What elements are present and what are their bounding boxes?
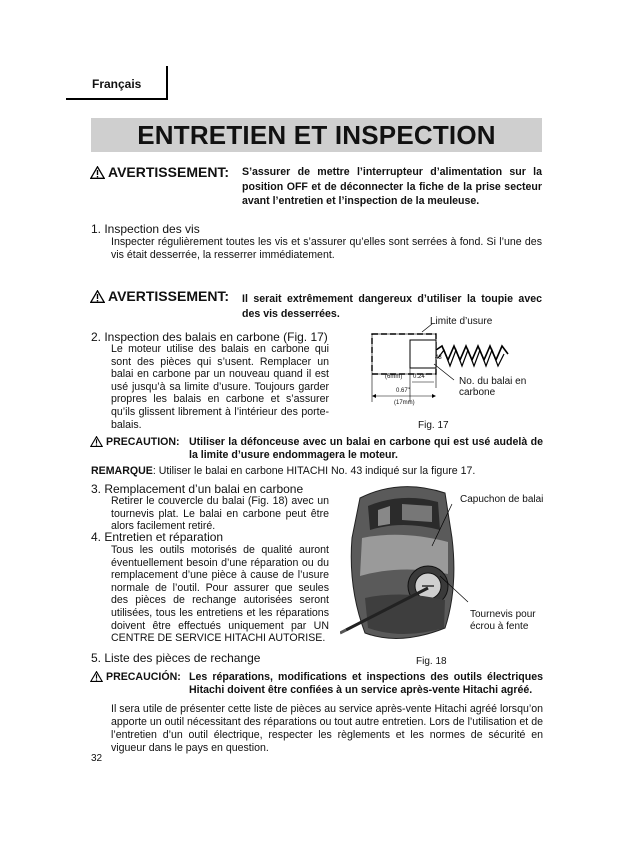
page-number: 32: [91, 753, 103, 764]
precaution-text-1: Utiliser la défonceuse avec un balai en carbone qui est usé audelà de la limite d’usure endommagera le moteur.: [189, 436, 543, 461]
warning-heading-1: [90, 164, 229, 180]
precaution-label: PRECAUTION:: [106, 436, 180, 448]
fig17-dim-17mm: (17mm): [394, 400, 415, 406]
section-body-3: Retirer le couvercle du balai (Fig. 18) avec un tournevis plat. Le balai en carbone peut être alors facilement retiré.: [111, 495, 329, 533]
precaucion-text: Les réparations, modifications et inspections des outils électriques Hitachi doivent être confiées à un service après-vente Hitachi agréé.: [189, 671, 543, 696]
precaucion-label: PRECAUCIÓN:: [106, 671, 181, 683]
section-heading-1: 1. Inspection des vis: [91, 222, 200, 236]
figure-17: [366, 310, 546, 430]
warning-triangle-icon: [90, 166, 105, 179]
remark: [91, 465, 543, 478]
warning-triangle-icon: [90, 436, 103, 447]
section-heading-2: 2. Inspection des balais en carbone (Fig. 17): [91, 330, 328, 344]
fig17-label-brush-no: No. du balai en carbone: [459, 376, 527, 398]
fig17-dim-6mm: (6mm): [385, 374, 403, 380]
page-title: ENTRETIEN ET INSPECTION: [137, 120, 496, 150]
fig17-dim-024: 0.24": [413, 374, 427, 380]
precaution-heading-1: [90, 436, 180, 448]
warning-triangle-icon: [90, 290, 105, 303]
warning-text-1: S’assurer de mettre l’interrupteur d’alimentation sur la position OFF et de déconnecter la fiche de la prise secteur avant l’entretien et l’inspection de la meuleuse.: [242, 166, 542, 207]
fig18-caption: Fig. 18: [416, 656, 447, 667]
warning-heading-2: [90, 288, 229, 304]
fig17-label-limit: Limite d’usure: [430, 316, 493, 327]
fig17-dim-067: 0.67": [396, 388, 410, 394]
final-paragraph: Il sera utile de présenter cette liste de pièces au service après-vente Hitachi agréé lorsqu’on apporte un outil nécessitant des réparations ou tout autre entretien. Lors de l’utilisation et de l’entretien d’un outil électrique, respecter les règlements et les normes de sécurité en vigueur dans le pays en question.: [111, 703, 543, 754]
fig18-label-screwdriver: Tournevis pour écrou à fente: [470, 609, 536, 632]
warning-text-2: Il serait extrêmement dangereux d’utiliser la toupie avec des vis desserrées.: [242, 293, 542, 320]
remark-label: REMARQUE: [91, 465, 153, 477]
section-heading-5: 5. Liste des pièces de rechange: [91, 651, 261, 665]
title-bar: [91, 118, 542, 152]
warning-label: AVERTISSEMENT:: [108, 288, 230, 304]
figure-18: [340, 478, 545, 668]
language-label: Français: [92, 77, 142, 91]
section-body-1: Inspecter régulièrement toutes les vis et s’assurer qu’elles sont serrées à fond. Si l’une des vis était desserrée, la resserrer immédiatement.: [111, 236, 542, 261]
language-tab: [66, 66, 168, 100]
section-body-2: Le moteur utilise des balais en carbone qui sont des pièces qui s’usent. Remplacer un balai en carbone par un nouveau quand il est usé jusqu’à sa limite d’usure. Toujours garder propres les balais en carbone et s’assurer qu’ils glissent librement à l’intérieur des porte-balais.: [111, 343, 329, 431]
fig17-caption: Fig. 17: [418, 420, 449, 431]
warning-triangle-icon: [90, 671, 103, 682]
remark-text: : Utiliser le balai en carbone HITACHI No. 43 indiqué sur la figure 17.: [152, 465, 476, 477]
fig18-label-cap: Capuchon de balai: [460, 494, 544, 505]
section-heading-4: 4. Entretien et réparation: [91, 530, 224, 544]
fig17-brush-number: 43: [435, 355, 442, 361]
warning-label: AVERTISSEMENT:: [108, 164, 230, 180]
precaucion-heading: [90, 671, 181, 683]
section-body-4: Tous les outils motorisés de qualité auront éventuellement besoin d’une réparation ou du remplacement d’une pièce à cause de l’usure normale de l’outil. Pour assurer que seules des pièces de rechange autorisées seront utilisées, tous les entretiens et les réparations doivent être effectués uniquement par UN CENTRE DE SERVICE HITACHI AUTORISE.: [111, 544, 329, 645]
section-heading-3: 3. Remplacement d’un balai en carbone: [91, 482, 304, 496]
